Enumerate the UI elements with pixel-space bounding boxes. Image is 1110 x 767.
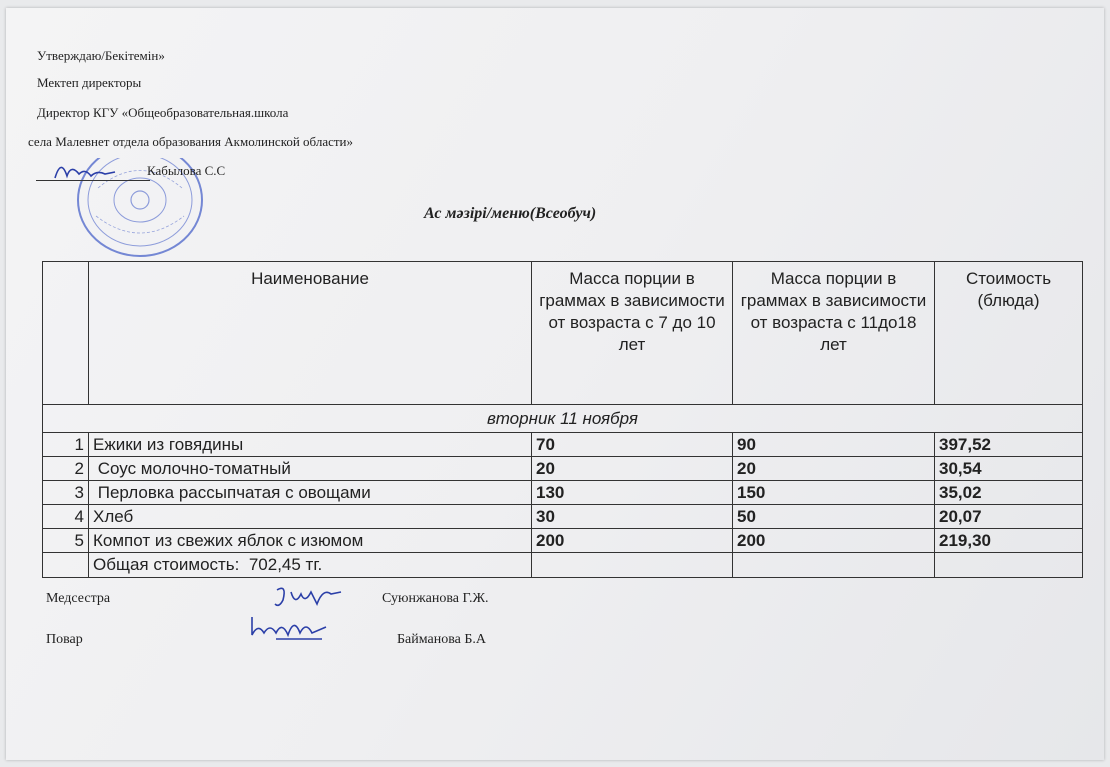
cook-name: Байманова Б.А (397, 632, 487, 647)
total-cost: Общая стоимость: 702,45 тг. (89, 553, 532, 578)
total-number-cell (43, 553, 89, 578)
column-header-number (43, 262, 89, 405)
mass-11-18: 200 (733, 529, 935, 553)
dish-cost: 35,02 (935, 481, 1083, 505)
table-header-row (43, 262, 1083, 405)
school-department: села Малевнет отдела образования Акмолинской области» (28, 134, 354, 149)
director-title-kz: Мектеп директоры (37, 75, 142, 90)
director-signature-icon (51, 156, 121, 186)
mass-7-10: 200 (532, 529, 733, 553)
row-number: 2 (43, 457, 89, 481)
total-row (43, 553, 1083, 578)
approval-line: Утверждаю/Бекітемін» (37, 48, 165, 63)
nurse-role: Медсестра (46, 591, 111, 606)
mass-11-18: 90 (733, 433, 935, 457)
mass-11-18: 150 (733, 481, 935, 505)
mass-7-10: 30 (532, 505, 733, 529)
dish-cost: 219,30 (935, 529, 1083, 553)
dish-name: Компот из свежих яблок с изюмом (89, 529, 532, 553)
column-header-cost: Стоимость (блюда) (935, 262, 1083, 405)
cook-signature-icon (246, 613, 331, 643)
total-empty-cell (532, 553, 733, 578)
dish-cost: 397,52 (935, 433, 1083, 457)
table-row (43, 457, 1083, 481)
dish-cost: 30,54 (935, 457, 1083, 481)
mass-11-18: 50 (733, 505, 935, 529)
nurse-name: Суюнжанова Г.Ж. (382, 591, 489, 606)
menu-table (42, 261, 1083, 578)
total-empty-cell (733, 553, 935, 578)
director-title-ru: Директор КГУ «Общеобразовательная.школа (37, 105, 289, 120)
mass-11-18: 20 (733, 457, 935, 481)
mass-7-10: 20 (532, 457, 733, 481)
table-row (43, 433, 1083, 457)
dish-name: Ежики из говядины (89, 433, 532, 457)
column-header-mass-11-18: Масса порции в граммах в зависимости от возраста с 11до18 лет (733, 262, 935, 405)
total-empty-cell (935, 553, 1083, 578)
row-number: 3 (43, 481, 89, 505)
dish-name: Перловка рассыпчатая с овощами (89, 481, 532, 505)
table-row (43, 481, 1083, 505)
dish-cost: 20,07 (935, 505, 1083, 529)
nurse-signature-icon (271, 582, 346, 612)
cook-role: Повар (46, 632, 83, 647)
menu-title: Ас мәзірі/меню(Всеобуч) (424, 205, 597, 222)
dish-name: Соус молочно-томатный (89, 457, 532, 481)
mass-7-10: 130 (532, 481, 733, 505)
day-label: вторник 11 ноября (43, 405, 1083, 433)
document-sheet (6, 8, 1104, 760)
row-number: 4 (43, 505, 89, 529)
day-row (43, 405, 1083, 433)
column-header-name: Наименование (89, 262, 532, 405)
director-name: Кабылова С.С (147, 163, 226, 178)
row-number: 1 (43, 433, 89, 457)
column-header-mass-7-10: Масса порции в граммах в зависимости от возраста с 7 до 10 лет (532, 262, 733, 405)
mass-7-10: 70 (532, 433, 733, 457)
table-row (43, 505, 1083, 529)
dish-name: Хлеб (89, 505, 532, 529)
table-row (43, 529, 1083, 553)
row-number: 5 (43, 529, 89, 553)
